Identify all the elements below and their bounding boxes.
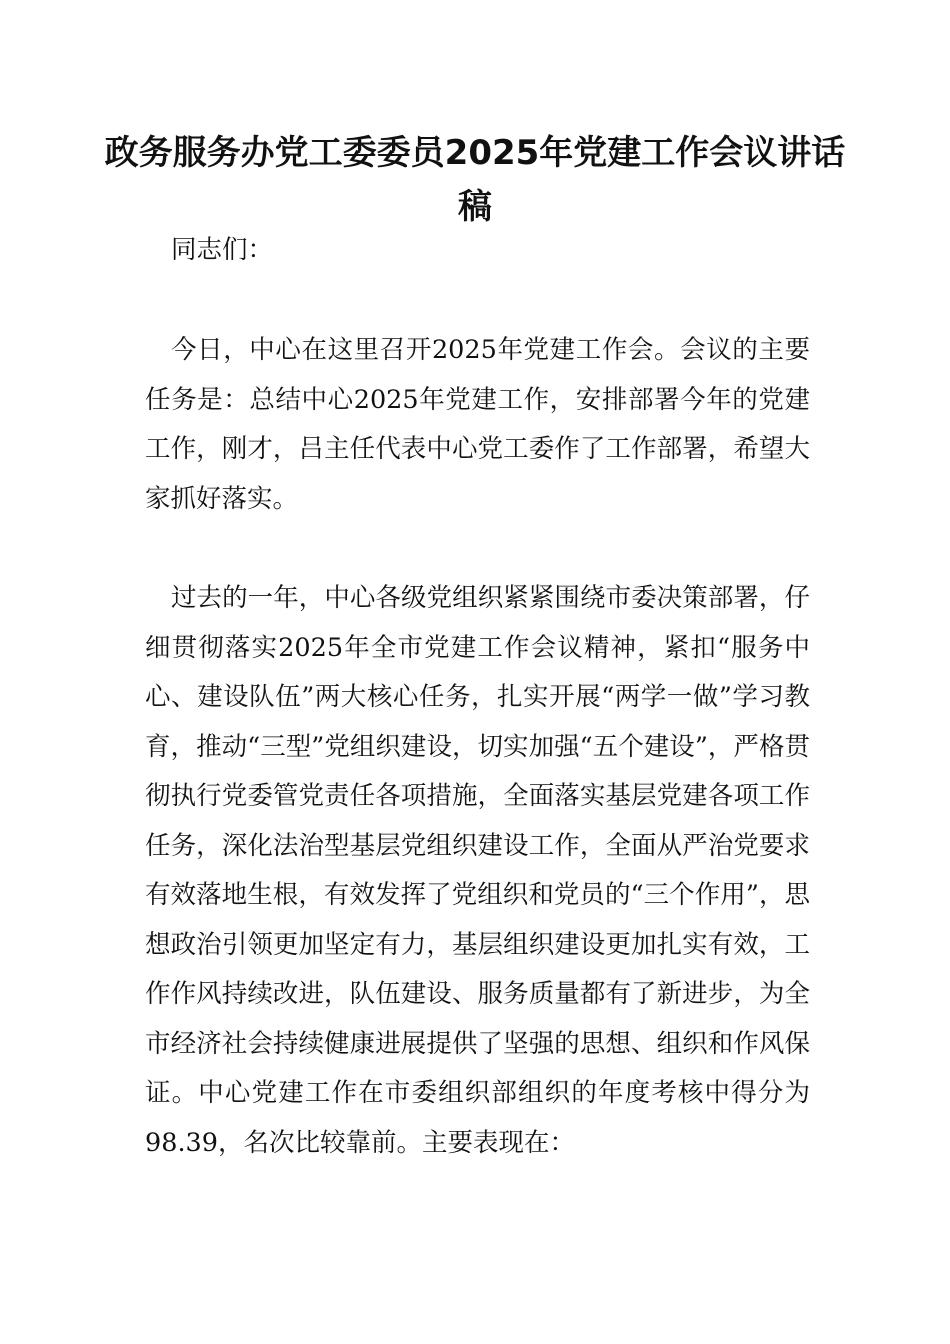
salutation: 同志们：	[171, 235, 274, 265]
paragraph-intro: 今日，中心在这里召开2025年党建工作会。会议的主要任务是：总结中心2025年党建工作，安排部署今年的党建工作，刚才，吕主任代表中心党工委作了工作部署，希望大家抓好落实。	[145, 335, 810, 514]
paragraph-review: 过去的一年，中心各级党组织紧紧围绕市委决策部署，仔细贯彻落实2025年全市党建工作会议精神，紧扣“服务中心、建设队伍”两大核心任务，扎实开展“两学一做”学习教育，推动“三型”党组织建设，切实加强“五个建设”，严格贯彻执行党委管党责任各项措施，全面落实基层党建各项工作任务，深化法治型基层党组织建设工作，全面从严治党要求有效落地生根，有效发挥了党组织和党员的“三个作用”，思想政治引领更加坚定有力，基层组织建设更加扎实有效，工作作风持续改进，队伍建设、服务质量都有了新进步，为全市经济社会持续健康进展提供了坚强的思想、组织和作风保证。中心党建工作在市委组织部组织的年度考核中得分为98.39，名次比较靠前。主要表现在：	[145, 583, 810, 1158]
document-title: 政务服务办党工委委员2025年党建工作会议讲话稿	[104, 133, 846, 227]
